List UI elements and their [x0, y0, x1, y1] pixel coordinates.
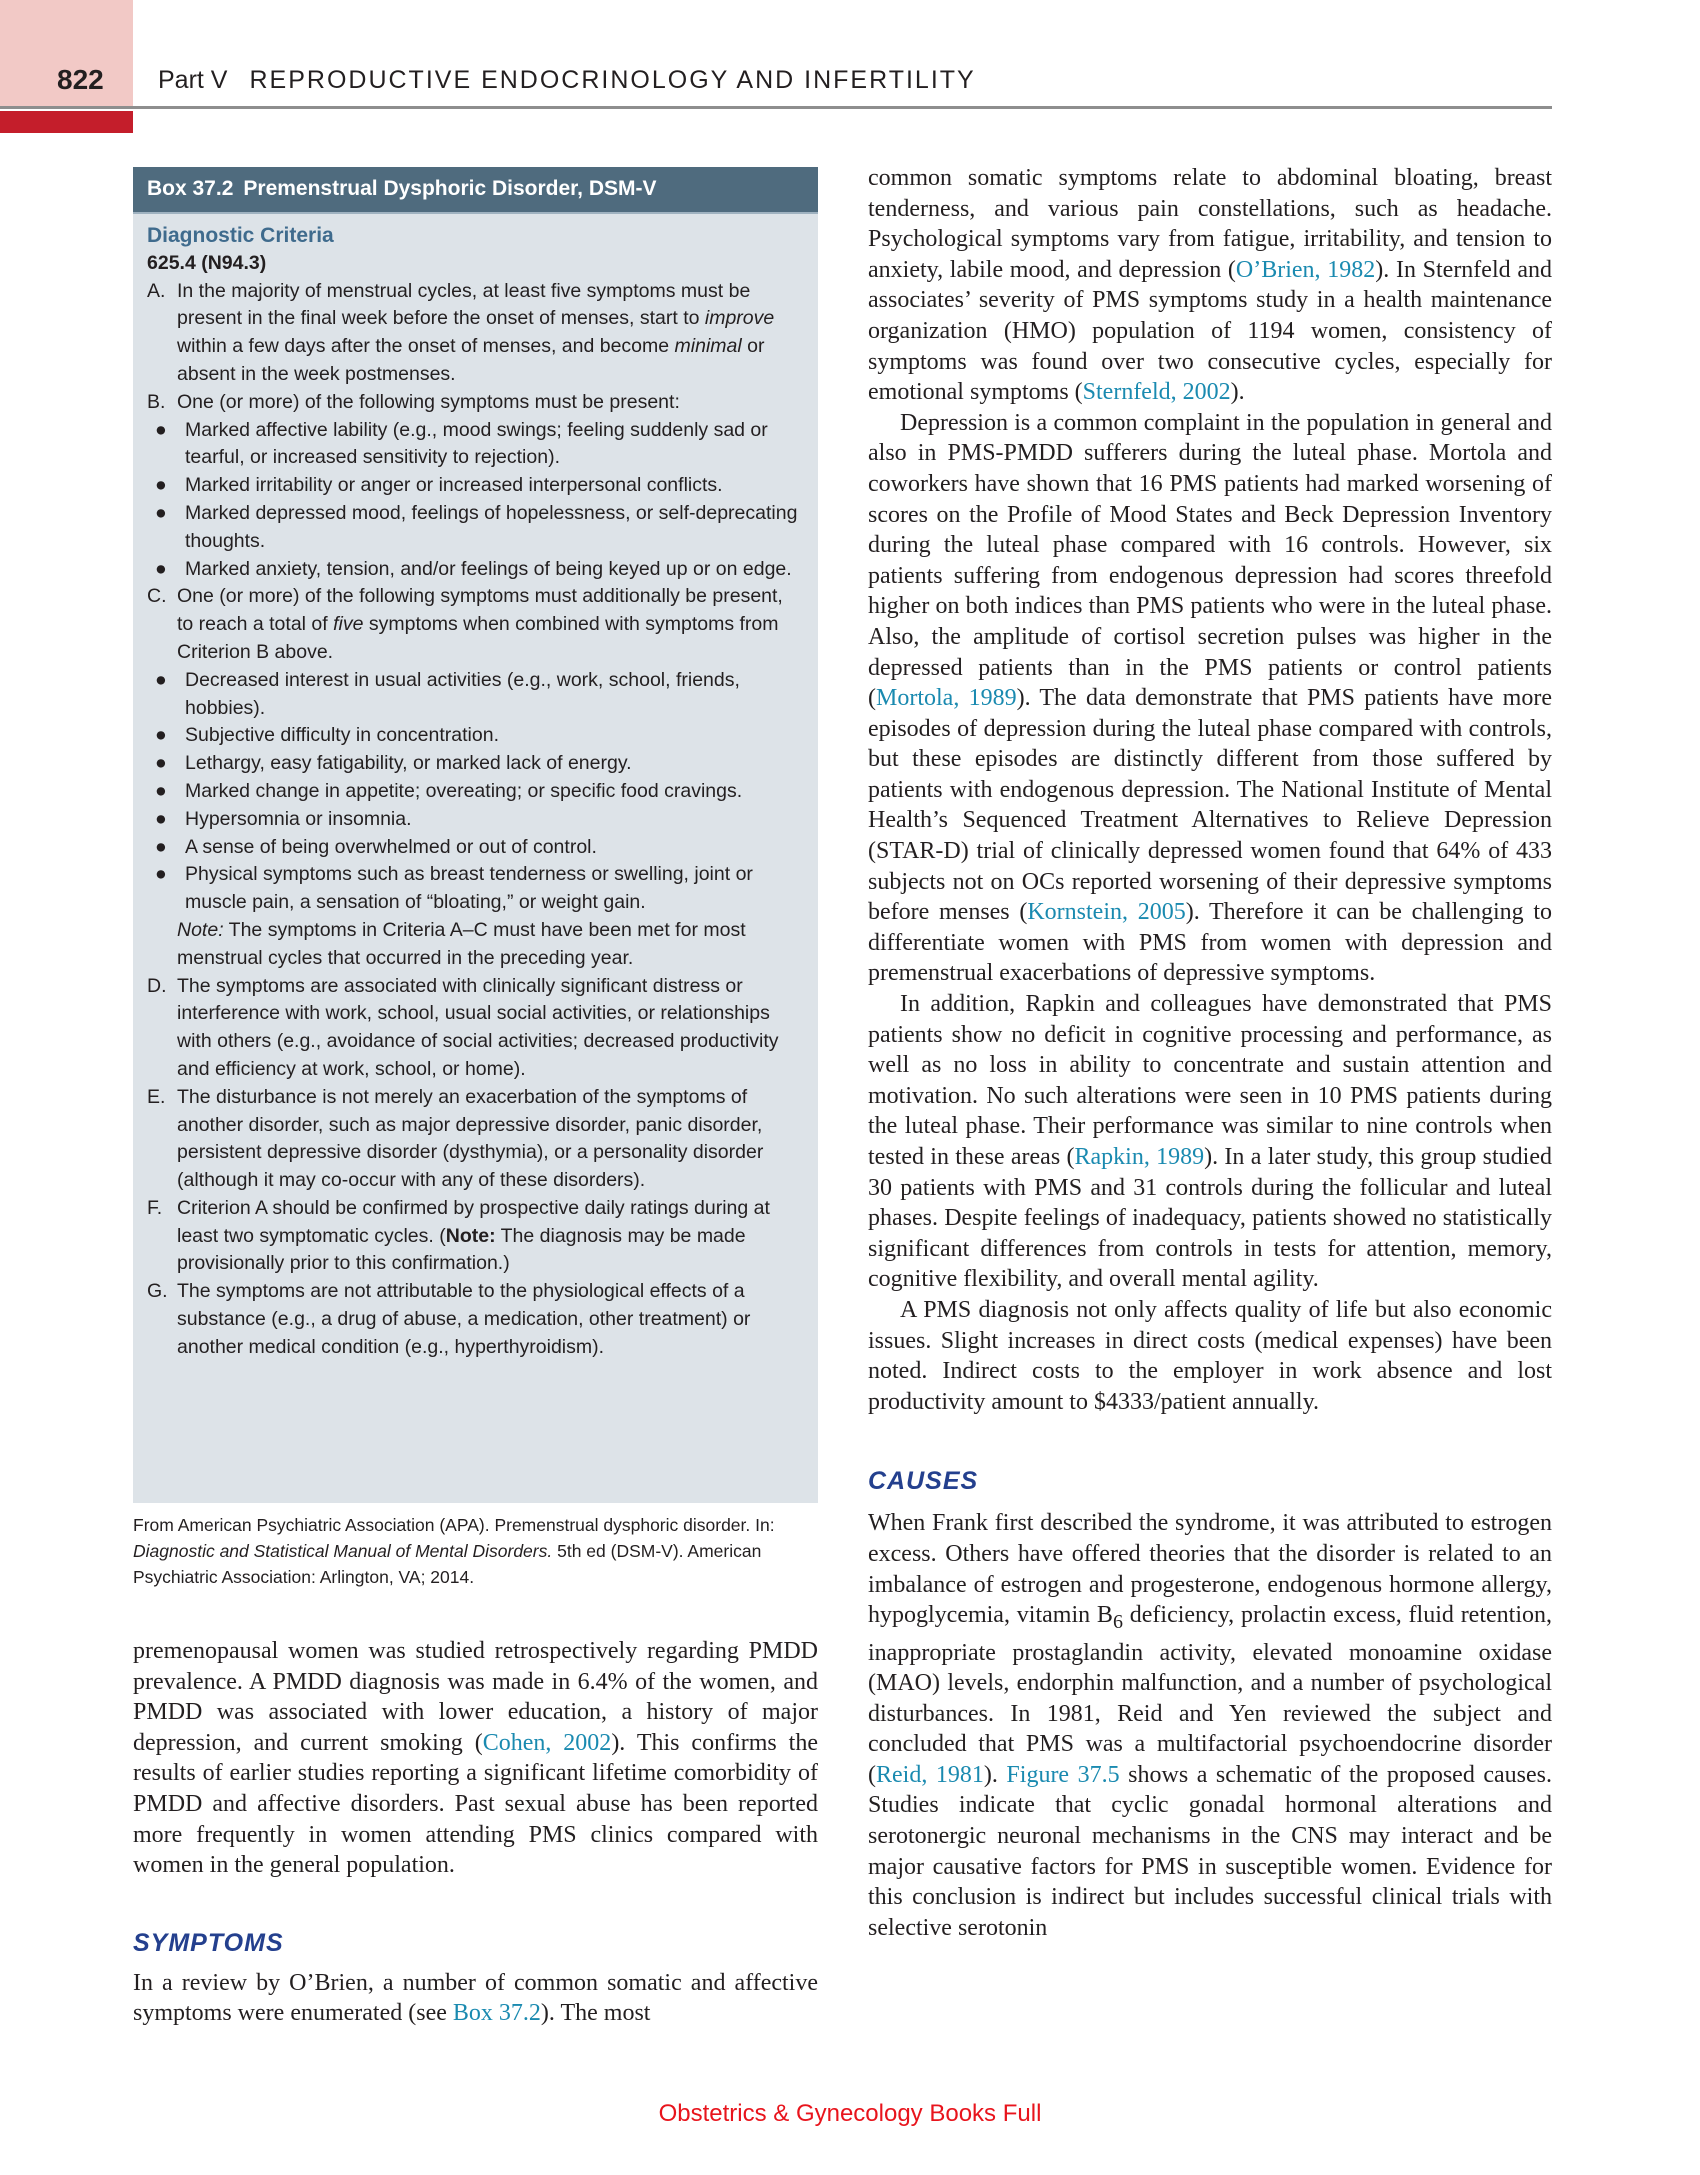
left-paragraphs — [133, 1636, 818, 1881]
criterion-bullet — [147, 500, 804, 556]
page-tab-accent — [0, 111, 133, 133]
criterion-bullet — [147, 667, 804, 723]
running-header — [158, 66, 976, 95]
criterion — [147, 973, 804, 1084]
criterion — [147, 1195, 804, 1278]
text-segment: A PMS diagnosis not only affects quality of life but also economic issues. Slight increases in direct costs (medical expenses) have been noted. Indirect costs to the employer in work absence and lost productivity amount to $4333/patient annually. — [868, 1296, 1552, 1415]
text-segment: ). In a later study, this group studied 30 patients with PMS and 31 controls during the follicular and luteal phases. Despite feelings of inadequacy, patients showed no statistically significant differences from controls in tests for attention, memory, cognitive flexibility, and overall mental agility. — [868, 1144, 1552, 1293]
criterion-bullet — [147, 556, 804, 584]
symptoms-paragraphs — [133, 1968, 818, 2029]
bullet-icon: ● — [155, 724, 167, 747]
criterion-bullet — [147, 778, 804, 806]
criterion-bullet — [147, 750, 804, 778]
box-title: Premenstrual Dysphoric Disorder, DSM-V — [243, 177, 657, 200]
citation-link[interactable]: Figure 37.5 — [1006, 1761, 1120, 1788]
text-segment: or absent in the week postmenses. — [177, 335, 765, 385]
text-segment: improve — [704, 307, 775, 330]
box-source-citation — [133, 1512, 818, 1590]
bullet-text: Physical symptoms such as breast tenderness or swelling, joint or muscle pain, a sensation of “bloating,” or weight gain. — [185, 863, 753, 914]
text-segment: deficiency, prolactin excess, fluid retention, inappropriate prostaglandin activity, elevated monoamine oxidase (MAO) levels, endorphin malfunction, and a number of psychological disturbances. In 1981, Reid and Yen reviewed the subject and concluded that PMS was a multifactorial psychoendocrine disorder ( — [868, 1602, 1552, 1788]
text-segment: The diagnosis may be made provisionally prior to this confirmation.) — [177, 1224, 746, 1275]
causes-heading: CAUSES — [868, 1467, 979, 1496]
paragraph — [133, 1968, 818, 2029]
diagnostic-code: 625.4 (N94.3) — [147, 251, 267, 274]
causes-paragraphs — [868, 1508, 1552, 1943]
criterion — [147, 389, 804, 417]
bullet-text: Marked change in appetite; overeating; or specific food cravings. — [185, 779, 743, 802]
bullet-icon: ● — [155, 863, 167, 886]
text-segment: Note: — [177, 918, 224, 941]
citation-link[interactable]: Kornstein, 2005 — [1027, 899, 1186, 926]
citation-link[interactable]: Reid, 1981 — [876, 1761, 984, 1788]
text-segment: symptoms when combined with symptoms from Criterion B above. — [177, 613, 779, 663]
text-segment: minimal — [674, 335, 742, 358]
text-segment: In the majority of menstrual cycles, at least five symptoms must be present in the final week before the onset of menses, start to — [177, 279, 751, 330]
criterion-letter: E. — [147, 1085, 166, 1108]
part-title: REPRODUCTIVE ENDOCRINOLOGY AND INFERTILITY — [249, 66, 976, 94]
text-segment: common somatic symptoms relate to abdominal bloating, breast tenderness, and various pain constellations, such as headache. Psychological symptoms vary from fatigue, irritability, and tension to anxiety, labile mood, and depression ( — [868, 165, 1552, 283]
text-segment: From American Psychiatric Association (APA). Premenstrual dysphoric disorder. In: — [133, 1515, 775, 1535]
criterion-bullet — [147, 806, 804, 834]
criterion-letter: B. — [147, 390, 166, 413]
part-label: Part V — [158, 66, 228, 94]
citation-link[interactable]: Mortola, 1989 — [876, 685, 1017, 712]
text-segment: Criterion A should be confirmed by prospective daily ratings during at least two symptomatic cycles. ( — [177, 1196, 770, 1247]
criterion — [147, 278, 804, 389]
bullet-text: Decreased interest in usual activities (e.g., work, school, friends, hobbies). — [185, 668, 740, 719]
text-segment: The disturbance is not merely an exacerbation of the symptoms of another disorder, such as major depressive disorder, panic disorder, persistent depressive disorder (dysthymia), or a personality disorder (although it may co-occur with any of these disorders). — [177, 1085, 764, 1192]
paragraph — [868, 408, 1552, 989]
right-column — [868, 163, 1552, 1943]
bullet-icon: ● — [155, 474, 167, 497]
text-segment: Note: — [445, 1224, 496, 1247]
text-segment: premenopausal women was studied retrospectively regarding PMDD prevalence. A PMDD diagnosis was made in 6.4% of the women, and PMDD was associated with lower education, a history of major depression, and current smoking ( — [133, 1638, 818, 1756]
text-segment: 6 — [1112, 1610, 1123, 1633]
criterion-bullet — [147, 722, 804, 750]
bullet-text: Marked anxiety, tension, and/or feelings of being keyed up or on edge. — [185, 557, 792, 580]
paragraph — [133, 1636, 818, 1881]
text-segment: ). The most — [540, 2000, 651, 2027]
criterion-letter: A. — [147, 279, 166, 302]
citation-link[interactable]: Rapkin, 1989 — [1074, 1144, 1205, 1170]
paragraph — [868, 163, 1552, 408]
text-segment: five — [333, 613, 364, 636]
text-segment: The symptoms are not attributable to the physiological effects of a substance (e.g., a drug of abuse, a medication, other treatment) or another medical condition (e.g., hyperthyroidism). — [177, 1280, 751, 1358]
bullet-icon: ● — [155, 752, 167, 775]
criterion-bullet — [147, 861, 804, 917]
text-segment: When Frank first described the syndrome, it was attributed to estrogen excess. Others have offered theories that the disorder is related to an imbalance of estrogen and progesterone, endogenous hormone allergy, hypoglycemia, vitamin B — [868, 1510, 1552, 1629]
text-segment: Diagnostic and Statistical Manual of Mental Disorders. — [133, 1541, 553, 1561]
criterion-letter: G. — [147, 1280, 168, 1303]
criterion-letter: C. — [147, 585, 167, 608]
criterion-letter: F. — [147, 1196, 163, 1219]
text-segment: ). The data demonstrate that PMS patients have more episodes of depression during the luteal phase compared with controls, but these episodes are distinctly different from those suffered by patients with endogenous depression. The National Institute of Mental Health’s Sequenced Treatment Alternatives to Relieve Depression (STAR-D) trial of clinically depressed women found that 64% of 433 subjects not on OCs reported worsening of their depressive symptoms before menses ( — [868, 685, 1552, 926]
box-header — [133, 167, 818, 214]
text-segment: In addition, Rapkin and colleagues have demonstrated that PMS patients show no deficit in cognitive processing and performance, as well as no loss in ability to concentrate and sustain attention and motivation. No such alterations were seen in 10 PMS patients during the luteal phase. Their performance was similar to nine controls when tested in these areas ( — [868, 991, 1552, 1170]
text-segment: ). This confirms the results of earlier studies reporting a significant lifetime comorbidity of PMDD and affective disorders. Past sexual abuse has been reported more frequently in women attending PMS clinics compared with women in the general population. — [133, 1729, 819, 1879]
text-segment: ). — [983, 1761, 1007, 1788]
left-column — [133, 1636, 818, 2029]
text-segment: In a review by O’Brien, a number of common somatic and affective symptoms were enumerated (see — [133, 1969, 818, 2027]
header-rule — [0, 106, 1552, 109]
bullet-icon: ● — [155, 835, 167, 858]
text-segment: Depression is a common complaint in the population in general and also in PMS-PMDD sufferers during the luteal phase. Mortola and coworkers have shown that 16 PMS patients had marked worsening of scores on the Profile of Mood States and Beck Depression Inventory during the luteal phase compared with 16 controls. However, six patients suffering from endogenous depression had scores threefold higher on both indices than PMS patients who were in the luteal phase. Also, the amplitude of cortisol secretion pulses was higher in the depressed patients than in the PMS patients or control patients ( — [868, 409, 1552, 712]
bullet-text: A sense of being overwhelmed or out of control. — [185, 835, 597, 858]
criterion — [147, 1278, 804, 1361]
text-segment: One (or more) of the following symptoms must additionally be present, to reach a total of — [177, 585, 783, 636]
bullet-text: Marked affective lability (e.g., mood swings; feeling suddenly sad or tearful, or increased sensitivity to rejection). — [185, 418, 768, 469]
right-paragraphs — [868, 163, 1552, 1417]
bullet-text: Marked depressed mood, feelings of hopelessness, or self-deprecating thoughts. — [185, 501, 798, 552]
watermark: Obstetrics & Gynecology Books Full — [658, 2100, 1042, 2127]
text-segment: ). — [1230, 379, 1245, 406]
box-subtitle: Diagnostic Criteria — [147, 224, 334, 247]
text-segment: ). In Sternfeld and associates’ severity of PMS symptoms study in a health maintenance organization (HMO) population of 1194 women, consistency of symptoms was found over two consecutive cycles, especially for emotional symptoms ( — [868, 256, 1552, 406]
criteria-list — [147, 278, 804, 1362]
criterion — [147, 583, 804, 666]
text-segment: within a few days after the onset of menses, and become — [177, 335, 675, 358]
bullet-icon: ● — [155, 557, 167, 580]
citation-link[interactable]: Box 37.2 — [452, 2000, 541, 2027]
bullet-text: Hypersomnia or insomnia. — [185, 807, 412, 830]
paragraph — [868, 989, 1552, 1295]
bullet-icon: ● — [155, 501, 167, 524]
criteria-note — [147, 917, 804, 973]
paragraph — [868, 1295, 1552, 1417]
citation-link[interactable]: O’Brien, 1982 — [1235, 256, 1376, 283]
text-segment: One (or more) of the following symptoms must be present: — [177, 390, 680, 413]
bullet-icon: ● — [155, 807, 167, 830]
criterion-bullet — [147, 417, 804, 473]
box-number: Box 37.2 — [147, 177, 234, 200]
bullet-text: Lethargy, easy fatigability, or marked lack of energy. — [185, 752, 632, 775]
symptoms-heading: SYMPTOMS — [133, 1928, 284, 1957]
citation-link[interactable]: Cohen, 2002 — [482, 1729, 612, 1756]
bullet-icon: ● — [155, 418, 167, 441]
bullet-text: Subjective difficulty in concentration. — [185, 724, 499, 747]
bullet-icon: ● — [155, 779, 167, 802]
citation-link[interactable]: Sternfeld, 2002 — [1082, 379, 1231, 406]
paragraph — [868, 1508, 1552, 1943]
criterion-letter: D. — [147, 974, 167, 997]
criterion-bullet — [147, 472, 804, 500]
box-37-2 — [133, 167, 818, 1503]
text-segment: 5th ed (DSM-V). American Psychiatric Association: Arlington, VA; 2014. — [133, 1541, 762, 1587]
bullet-text: Marked irritability or anger or increased interpersonal conflicts. — [185, 474, 723, 497]
text-segment: ). Therefore it can be challenging to differentiate women with PMS from women with depression and premenstrual exacerbations of depressive symptoms. — [868, 899, 1552, 987]
text-segment: shows a schematic of the proposed causes. Studies indicate that cyclic gonadal hormonal alterations and serotonergic neuronal mechanisms in the CNS may interact and be major causative factors for PMS in susceptible women. Evidence for this conclusion is indirect but includes successful clinical trials with selective serotonin — [868, 1761, 1552, 1941]
bullet-icon: ● — [155, 668, 167, 691]
criterion — [147, 1084, 804, 1195]
text-segment: The symptoms in Criteria A–C must have been met for most menstrual cycles that occurred in the preceding year. — [177, 918, 746, 969]
text-segment: The symptoms are associated with clinically significant distress or interference with work, school, usual social activities, or relationships with others (e.g., avoidance of social activities; decreased productivity and efficiency at work, school, or home). — [177, 974, 779, 1080]
box-body — [133, 214, 818, 1362]
page-number: 822 — [57, 64, 104, 95]
criterion-bullet — [147, 834, 804, 862]
